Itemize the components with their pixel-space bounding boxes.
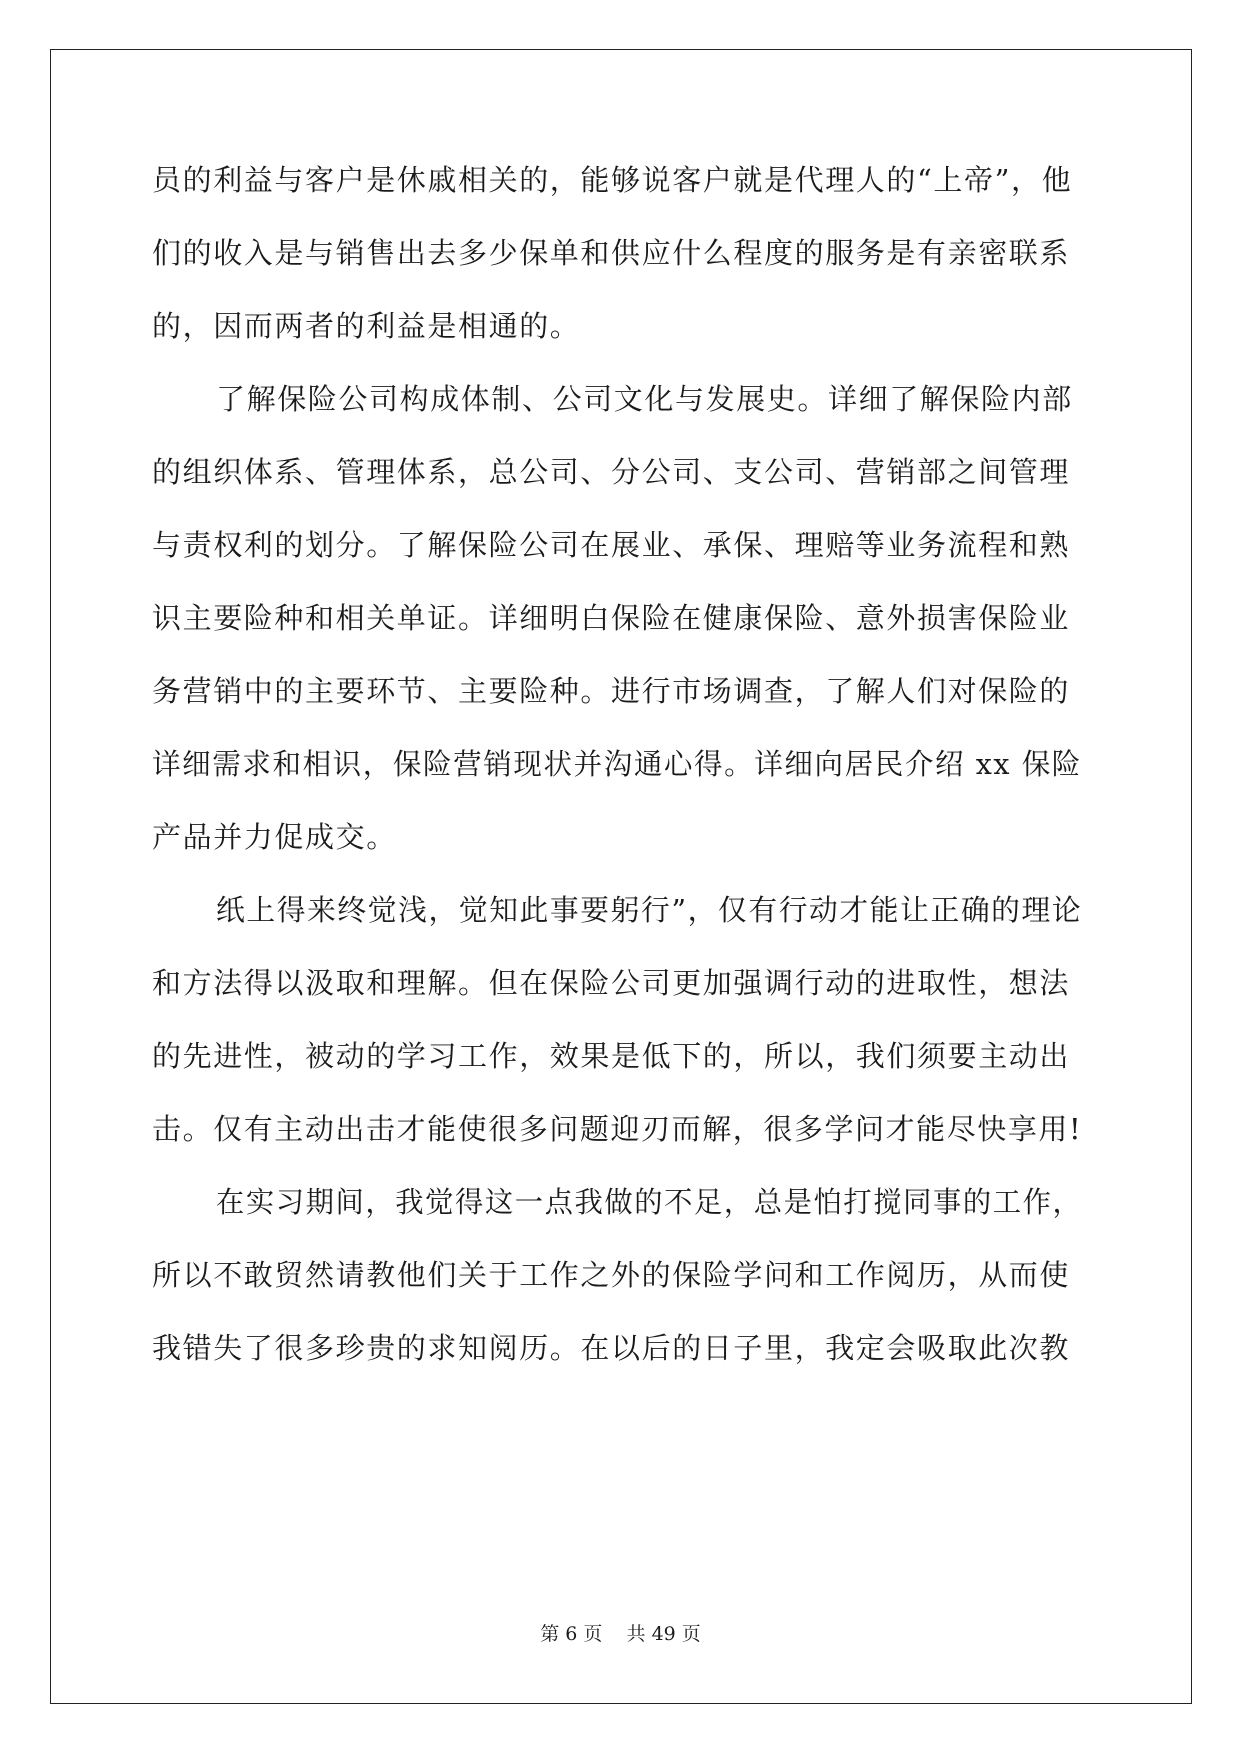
paragraph-first-line: 纸上得来终觉浅，觉知此事要躬行”，仅有行动才能让正确的理论 — [216, 893, 1083, 927]
text-line: 详细需求和相识，保险营销现状并沟通心得。详细向居民介绍 xx 保险 — [152, 747, 1082, 781]
text-line: 识主要险种和相关单证。详细明白保险在健康保险、意外损害保险业 — [152, 601, 1071, 635]
text-line: 我错失了很多珍贵的求知阅历。在以后的日子里，我定会吸取此次教 — [152, 1331, 1071, 1365]
text-line: 务营销中的主要环节、主要险种。进行市场调查，了解人们对保险的 — [152, 674, 1071, 708]
text-line: 所以不敢贸然请教他们关于工作之外的保险学问和工作阅历，从而使 — [152, 1258, 1071, 1292]
text-line: 们的收入是与销售出去多少保单和供应什么程度的服务是有亲密联系 — [152, 236, 1071, 270]
paragraph-first-line: 了解保险公司构成体制、公司文化与发展史。详细了解保险内部 — [216, 382, 1073, 416]
paragraph-first-line: 在实习期间，我觉得这一点我做的不足，总是怕打搅同事的工作， — [216, 1185, 1083, 1219]
text-line: 的先进性，被动的学习工作，效果是低下的，所以，我们须要主动出 — [152, 1039, 1071, 1073]
page-border — [50, 49, 1192, 1704]
text-line: 产品并力促成交。 — [152, 820, 397, 854]
text-line: 与责权利的划分。了解保险公司在展业、承保、理赔等业务流程和熟 — [152, 528, 1071, 562]
text-line: 的组织体系、管理体系，总公司、分公司、支公司、营销部之间管理 — [152, 455, 1071, 489]
text-line: 员的利益与客户是休戚相关的，能够说客户就是代理人的“上帝”，他 — [152, 163, 1073, 197]
text-line: 和方法得以汲取和理解。但在保险公司更加强调行动的进取性，想法 — [152, 966, 1071, 1000]
text-line: 击。仅有主动出击才能使很多问题迎刃而解，很多学问才能尽快享用! — [152, 1112, 1083, 1146]
text-line: 的，因而两者的利益是相通的。 — [152, 309, 581, 343]
page-number: 第 6 页 共 49 页 — [540, 1623, 701, 1645]
